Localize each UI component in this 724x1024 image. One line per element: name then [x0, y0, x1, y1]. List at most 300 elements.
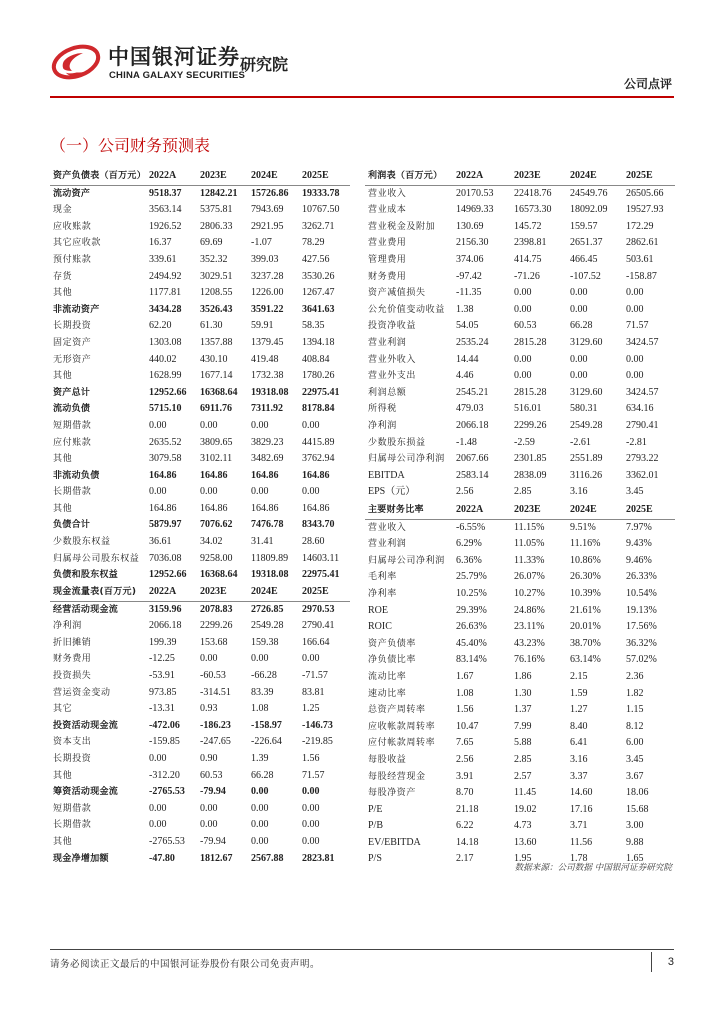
- table-row: [365, 401, 675, 418]
- value-cell: -79.94: [200, 786, 226, 798]
- value-cell: 145.72: [514, 220, 542, 232]
- value-cell: -158.97: [251, 719, 282, 731]
- row-label: 营业成本: [368, 205, 407, 216]
- table-header-row: [50, 168, 350, 185]
- value-cell: 3129.60: [570, 336, 603, 348]
- value-cell: 26.33%: [626, 571, 657, 583]
- table-row: [50, 668, 350, 685]
- brand-institute: 研究院: [240, 55, 289, 74]
- value-cell: 3102.11: [200, 453, 233, 465]
- value-cell: 479.03: [456, 403, 484, 415]
- value-cell: 16368.64: [200, 569, 238, 581]
- value-cell: 12952.66: [149, 569, 187, 581]
- value-cell: 6.36%: [456, 554, 482, 566]
- value-cell: 2.57: [514, 770, 532, 782]
- table-row: [365, 802, 675, 819]
- value-cell: 153.68: [200, 636, 228, 648]
- table-row: [365, 769, 675, 786]
- table-row: [365, 484, 675, 501]
- table-row: [365, 435, 675, 452]
- table-row: [365, 519, 675, 536]
- row-label: P/E: [368, 803, 383, 815]
- row-label: 现金净增加额: [53, 853, 109, 864]
- table-row: [50, 734, 350, 751]
- value-cell: 0.00: [149, 419, 167, 431]
- value-cell: 3829.23: [251, 436, 284, 448]
- value-cell: 399.03: [251, 253, 279, 265]
- row-label: EV/EBITDA: [368, 836, 421, 848]
- table-row: [365, 318, 675, 335]
- value-cell: 3641.63: [302, 303, 335, 315]
- row-label: 预付账款: [53, 254, 92, 265]
- value-cell: 1.08: [456, 687, 474, 699]
- value-cell: 9518.37: [149, 187, 182, 199]
- row-label: 营业收入: [368, 522, 407, 533]
- column-header: 2025E: [299, 168, 350, 185]
- row-label: 流动比率: [368, 671, 407, 682]
- value-cell: 5715.10: [149, 403, 182, 415]
- value-cell: 0.00: [570, 303, 588, 315]
- value-cell: 3.45: [626, 753, 644, 765]
- value-cell: 427.56: [302, 253, 330, 265]
- table-row: [50, 534, 350, 551]
- value-cell: 2.56: [456, 753, 474, 765]
- value-cell: 61.30: [200, 320, 223, 332]
- row-label: 存货: [53, 271, 73, 282]
- value-cell: 2549.28: [251, 620, 284, 632]
- row-label: 归属母公司股东权益: [53, 553, 140, 564]
- row-label: 投资活动现金流: [53, 720, 119, 731]
- value-cell: 2.15: [570, 670, 588, 682]
- table-row: [365, 735, 675, 752]
- row-label: 投资损失: [53, 670, 92, 681]
- value-cell: 1.67: [456, 670, 474, 682]
- value-cell: 10.39%: [570, 587, 601, 599]
- row-label: 每股净资产: [368, 788, 417, 799]
- value-cell: 26505.66: [626, 187, 664, 199]
- table-row: [365, 385, 675, 402]
- table-title-cell: 资产负债表（百万元）: [50, 168, 146, 185]
- table-row: [50, 352, 350, 369]
- table-row: [365, 586, 675, 603]
- value-cell: 2790.41: [302, 620, 335, 632]
- value-cell: 4.73: [514, 820, 532, 832]
- value-cell: 1.86: [514, 670, 532, 682]
- value-cell: 0.00: [514, 303, 532, 315]
- value-cell: 0.00: [626, 370, 644, 382]
- value-cell: 26.30%: [570, 571, 601, 583]
- value-cell: 466.45: [570, 253, 598, 265]
- value-cell: 62.20: [149, 320, 172, 332]
- value-cell: 3591.22: [251, 303, 284, 315]
- row-label: 其他: [53, 454, 73, 465]
- table-title-cell: 现金流量表(百万元): [50, 584, 146, 601]
- table-row: [50, 501, 350, 518]
- value-cell: 8.40: [570, 720, 588, 732]
- row-label: ROIC: [368, 621, 392, 633]
- value-cell: 2567.88: [251, 852, 284, 864]
- value-cell: 0.00: [251, 819, 269, 831]
- value-cell: 164.86: [200, 502, 228, 514]
- table-row: [50, 401, 350, 418]
- value-cell: 23.11%: [514, 621, 545, 633]
- value-cell: 21.61%: [570, 604, 601, 616]
- value-cell: 34.02: [200, 536, 223, 548]
- value-cell: 7476.78: [251, 519, 284, 531]
- table-row: [365, 335, 675, 352]
- row-label: EPS（元）: [368, 486, 416, 498]
- table-header-row: [365, 502, 675, 519]
- table-row: [365, 352, 675, 369]
- table-row: [50, 435, 350, 452]
- value-cell: 0.00: [570, 287, 588, 299]
- value-cell: 1226.00: [251, 287, 284, 299]
- row-label: 其他: [53, 770, 73, 781]
- row-label: 利润总额: [368, 387, 407, 398]
- table-header-row: [365, 168, 675, 185]
- value-cell: 0.00: [626, 353, 644, 365]
- value-cell: 83.14%: [456, 654, 487, 666]
- value-cell: 3762.94: [302, 453, 335, 465]
- value-cell: -107.52: [570, 270, 601, 282]
- table-row: [50, 318, 350, 335]
- value-cell: 6911.76: [200, 403, 232, 415]
- row-label: 长期借款: [53, 820, 92, 831]
- value-cell: 14603.11: [302, 552, 340, 564]
- value-cell: 24549.76: [570, 187, 608, 199]
- table-row: [365, 269, 675, 286]
- value-cell: 0.00: [514, 353, 532, 365]
- table-row: [365, 368, 675, 385]
- row-label: 流动负债: [53, 404, 91, 415]
- row-label: 其他: [53, 371, 73, 382]
- value-cell: 414.75: [514, 253, 542, 265]
- galaxy-logo-icon: [50, 40, 102, 84]
- value-cell: 0.00: [302, 486, 320, 498]
- value-cell: 8343.70: [302, 519, 335, 531]
- table-row: [50, 551, 350, 568]
- value-cell: 11.45: [514, 787, 537, 799]
- table-row: [50, 701, 350, 718]
- value-cell: 2806.33: [200, 220, 233, 232]
- value-cell: 2726.85: [251, 603, 284, 615]
- row-label: 营业利润: [368, 539, 407, 550]
- value-cell: 8178.84: [302, 403, 335, 415]
- row-label: 所得税: [368, 404, 397, 415]
- value-cell: 1.15: [626, 704, 644, 716]
- value-cell: 29.39%: [456, 604, 487, 616]
- value-cell: -71.57: [302, 669, 328, 681]
- value-cell: 18.06: [626, 787, 649, 799]
- value-cell: 58.35: [302, 320, 325, 332]
- value-cell: 19318.08: [251, 569, 289, 581]
- value-cell: 0.00: [302, 819, 320, 831]
- value-cell: -11.35: [456, 287, 482, 299]
- value-cell: 36.61: [149, 536, 172, 548]
- value-cell: 352.32: [200, 253, 228, 265]
- value-cell: 2815.28: [514, 336, 547, 348]
- value-cell: 5375.81: [200, 204, 233, 216]
- value-cell: 3237.28: [251, 270, 284, 282]
- value-cell: 66.28: [570, 320, 593, 332]
- value-cell: 1.30: [514, 687, 532, 699]
- table-row: [365, 235, 675, 252]
- row-label: 长期借款: [53, 487, 92, 498]
- value-cell: 0.00: [302, 835, 320, 847]
- value-cell: 3116.26: [570, 469, 603, 481]
- value-cell: 19.02: [514, 803, 537, 815]
- value-cell: 0.00: [149, 802, 167, 814]
- value-cell: 0.00: [251, 802, 269, 814]
- row-label: 归属母公司净利润: [368, 555, 445, 566]
- header-divider: [50, 96, 674, 98]
- value-cell: -219.85: [302, 736, 333, 748]
- table-row: [50, 302, 350, 319]
- value-cell: 3.16: [570, 753, 588, 765]
- value-cell: 419.48: [251, 353, 279, 365]
- value-cell: -2.61: [570, 436, 591, 448]
- column-header: 2024E: [567, 168, 623, 185]
- value-cell: 3.91: [456, 770, 474, 782]
- value-cell: 1.56: [302, 752, 320, 764]
- value-cell: 71.57: [626, 320, 649, 332]
- value-cell: 503.61: [626, 253, 654, 265]
- brand-name-cn: 中国银河证券: [108, 45, 240, 69]
- value-cell: 2299.26: [514, 419, 547, 431]
- value-cell: 78.29: [302, 237, 325, 249]
- value-cell: 11.05%: [514, 538, 545, 550]
- row-label: 资产减值损失: [368, 288, 426, 299]
- value-cell: 7076.62: [200, 519, 233, 531]
- table-row: [50, 235, 350, 252]
- row-label: P/B: [368, 820, 384, 832]
- value-cell: 38.70%: [570, 637, 601, 649]
- row-label: 净负债比率: [368, 655, 417, 666]
- value-cell: 18092.09: [570, 204, 608, 216]
- value-cell: 16.37: [149, 237, 172, 249]
- value-cell: 1267.47: [302, 287, 335, 299]
- value-cell: 11.56: [570, 836, 593, 848]
- value-cell: 57.02%: [626, 654, 657, 666]
- value-cell: 13.60: [514, 836, 537, 848]
- table-title-cell: 主要财务比率: [365, 502, 453, 519]
- row-label: 负债合计: [53, 520, 91, 531]
- table-row: [50, 517, 350, 534]
- table-row: [365, 185, 675, 202]
- value-cell: 3563.14: [149, 204, 182, 216]
- table-row: [50, 269, 350, 286]
- value-cell: 0.00: [626, 287, 644, 299]
- column-header: 2023E: [197, 584, 248, 601]
- value-cell: 2635.52: [149, 436, 182, 448]
- value-cell: 26.07%: [514, 571, 545, 583]
- value-cell: 54.05: [456, 320, 479, 332]
- value-cell: 3079.58: [149, 453, 182, 465]
- value-cell: 164.86: [200, 469, 228, 481]
- value-cell: 1926.52: [149, 220, 182, 232]
- value-cell: 3.16: [570, 486, 588, 498]
- row-label: 长期投资: [53, 321, 92, 332]
- row-label: 资产负债率: [368, 638, 417, 649]
- table-row: [365, 752, 675, 769]
- table-row: [50, 335, 350, 352]
- row-label: EBITDA: [368, 469, 405, 481]
- row-label: 财务费用: [368, 271, 407, 282]
- value-cell: 16368.64: [200, 386, 238, 398]
- value-cell: 10.27%: [514, 587, 545, 599]
- table-row: [50, 385, 350, 402]
- row-label: 营业利润: [368, 337, 407, 348]
- value-cell: 17.56%: [626, 621, 657, 633]
- table-row: [365, 302, 675, 319]
- value-cell: -314.51: [200, 686, 231, 698]
- row-label: 其他: [53, 836, 73, 847]
- value-cell: 2398.81: [514, 237, 547, 249]
- table-row: [50, 718, 350, 735]
- row-label: 速动比率: [368, 688, 407, 699]
- value-cell: 63.14%: [570, 654, 601, 666]
- value-cell: 1303.08: [149, 336, 182, 348]
- column-header: 2024E: [248, 168, 299, 185]
- value-cell: 7.97%: [626, 521, 652, 533]
- column-header: 2022A: [453, 502, 511, 519]
- row-label: 其它: [53, 704, 73, 715]
- section-title: （一）公司财务预测表: [50, 136, 211, 155]
- value-cell: 11.15%: [514, 521, 545, 533]
- row-label: 现金: [53, 205, 73, 216]
- row-label: 应收帐款周转率: [368, 721, 436, 732]
- value-cell: 516.01: [514, 403, 542, 415]
- value-cell: 0.00: [200, 653, 218, 665]
- value-cell: -2765.53: [149, 835, 185, 847]
- value-cell: 0.00: [251, 653, 269, 665]
- value-cell: 10.47: [456, 720, 479, 732]
- value-cell: 83.39: [251, 686, 274, 698]
- table-row: [50, 618, 350, 635]
- value-cell: 0.00: [200, 486, 218, 498]
- value-cell: -2.81: [626, 436, 647, 448]
- footer-disclaimer: 请务必阅读正文最后的中国银河证券股份有限公司免责声明。: [50, 959, 321, 970]
- value-cell: 1.95: [514, 853, 532, 865]
- value-cell: 15726.86: [251, 187, 289, 199]
- value-cell: 440.02: [149, 353, 177, 365]
- table-row: [365, 202, 675, 219]
- value-cell: 0.00: [570, 370, 588, 382]
- value-cell: 19.13%: [626, 604, 657, 616]
- value-cell: 0.00: [302, 802, 320, 814]
- row-label: 固定资产: [53, 337, 92, 348]
- value-cell: 0.00: [200, 802, 218, 814]
- row-label: 资产总计: [53, 387, 91, 398]
- value-cell: 2535.24: [456, 336, 489, 348]
- table-row: [365, 219, 675, 236]
- column-header: 2024E: [567, 502, 623, 519]
- value-cell: 19318.08: [251, 386, 289, 398]
- value-cell: 76.16%: [514, 654, 545, 666]
- balance-sheet-table: [50, 168, 350, 584]
- row-label: 无形资产: [53, 354, 92, 365]
- value-cell: 10.25%: [456, 587, 487, 599]
- row-label: 财务费用: [53, 654, 92, 665]
- table-row: [50, 768, 350, 785]
- table-row: [50, 817, 350, 834]
- table-row: [365, 603, 675, 620]
- row-label: P/S: [368, 853, 382, 865]
- table-row: [50, 635, 350, 652]
- value-cell: 1.82: [626, 687, 644, 699]
- value-cell: 2790.41: [626, 419, 659, 431]
- value-cell: 5.88: [514, 737, 532, 749]
- value-cell: 0.00: [200, 819, 218, 831]
- table-row: [365, 285, 675, 302]
- value-cell: 2299.26: [200, 620, 233, 632]
- value-cell: 2921.95: [251, 220, 284, 232]
- table-row: [50, 567, 350, 584]
- value-cell: 8.70: [456, 787, 474, 799]
- table-row: [365, 636, 675, 653]
- value-cell: 408.84: [302, 353, 330, 365]
- row-label: 营业外支出: [368, 371, 417, 382]
- table-row: [50, 468, 350, 485]
- value-cell: 3809.65: [200, 436, 233, 448]
- value-cell: 164.86: [251, 502, 279, 514]
- value-cell: -71.26: [514, 270, 540, 282]
- value-cell: 3482.69: [251, 453, 284, 465]
- value-cell: -159.85: [149, 736, 180, 748]
- row-label: 流动资产: [53, 188, 91, 199]
- value-cell: 0.00: [149, 486, 167, 498]
- value-cell: 1.25: [302, 703, 320, 715]
- table-row: [365, 669, 675, 686]
- value-cell: 2549.28: [570, 419, 603, 431]
- row-label: 其他: [53, 288, 73, 299]
- value-cell: 2.36: [626, 670, 644, 682]
- row-label: 净利润: [368, 420, 397, 431]
- value-cell: 3.45: [626, 486, 644, 498]
- value-cell: -60.53: [200, 669, 226, 681]
- table-row: [365, 818, 675, 835]
- row-label: 每股经营现金: [368, 771, 426, 782]
- column-header: 2025E: [299, 584, 350, 601]
- value-cell: 10.86%: [570, 554, 601, 566]
- row-label: 营业税金及附加: [368, 221, 436, 232]
- table-row: [365, 536, 675, 553]
- value-cell: -1.48: [456, 436, 477, 448]
- row-label: 少数股东损益: [368, 437, 426, 448]
- value-cell: 2.17: [456, 853, 474, 865]
- table-row: [50, 185, 350, 202]
- value-cell: 580.31: [570, 403, 598, 415]
- value-cell: -47.80: [149, 852, 175, 864]
- value-cell: 2651.37: [570, 237, 603, 249]
- value-cell: 2301.85: [514, 453, 547, 465]
- table-header-row: [50, 584, 350, 601]
- value-cell: 14969.33: [456, 204, 494, 216]
- row-label: 营运资金变动: [53, 687, 111, 698]
- table-row: [365, 619, 675, 636]
- row-label: 营业外收入: [368, 354, 417, 365]
- row-label: 短期借款: [53, 420, 92, 431]
- value-cell: 2793.22: [626, 453, 659, 465]
- report-type-label: 公司点评: [623, 77, 672, 91]
- value-cell: -247.65: [200, 736, 231, 748]
- value-cell: 11809.89: [251, 552, 289, 564]
- value-cell: 4.46: [456, 370, 474, 382]
- value-cell: 0.00: [514, 287, 532, 299]
- value-cell: -2765.53: [149, 786, 185, 798]
- value-cell: 0.90: [200, 752, 218, 764]
- value-cell: 21.18: [456, 803, 479, 815]
